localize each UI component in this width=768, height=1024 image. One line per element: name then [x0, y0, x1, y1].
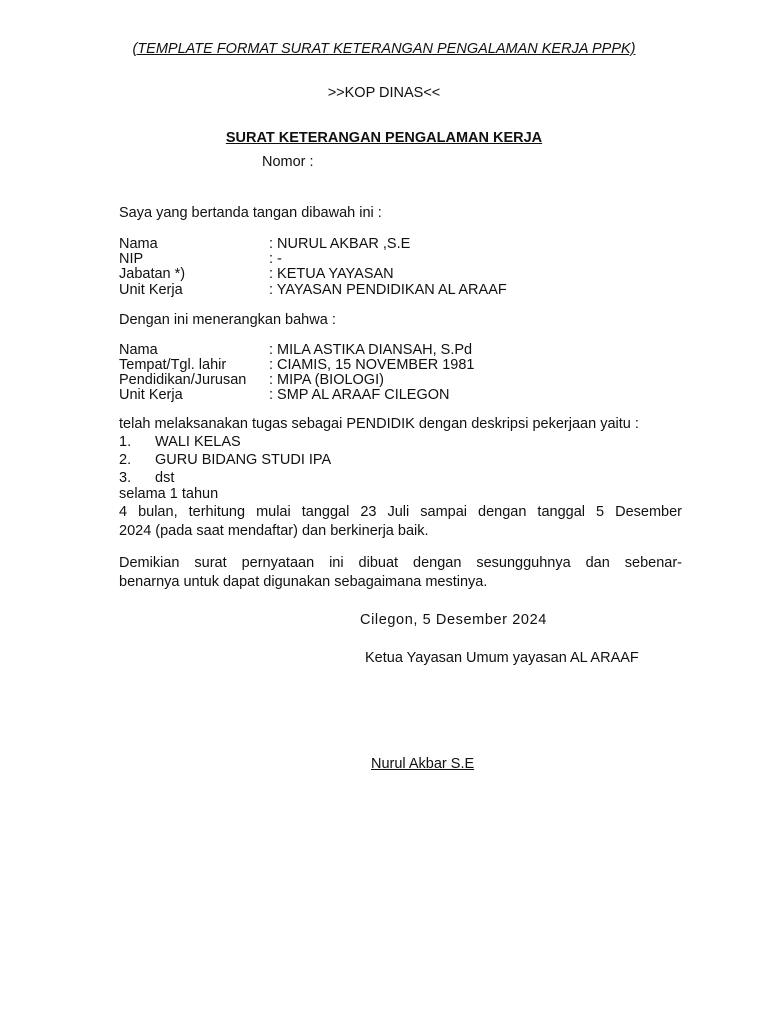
field-label: Nama — [119, 342, 158, 358]
letter-number: Nomor : — [262, 154, 314, 170]
intro-text: Saya yang bertanda tangan dibawah ini : — [119, 205, 382, 221]
field-value: : KETUA YAYASAN — [269, 266, 394, 282]
list-text: GURU BIDANG STUDI IPA — [155, 452, 332, 468]
list-number: 3. — [119, 470, 132, 486]
field-value: : CIAMIS, 15 NOVEMBER 1981 — [269, 357, 475, 373]
field-label: Unit Kerja — [119, 282, 183, 298]
letter-title: SURAT KETERANGAN PENGALAMAN KERJA — [225, 130, 543, 146]
field-value: : NURUL AKBAR ,S.E — [269, 236, 411, 252]
closing-paragraph — [119, 554, 682, 592]
field-value: : YAYASAN PENDIDIKAN AL ARAAF — [269, 282, 507, 298]
field-label: Nama — [119, 236, 158, 252]
list-number: 2. — [119, 452, 132, 468]
field-value: : MILA ASTIKA DIANSAH, S.Pd — [269, 342, 473, 358]
period-paragraph — [119, 503, 682, 541]
field-label: Tempat/Tgl. lahir — [119, 357, 227, 373]
period-line: 2024 (pada saat mendaftar) dan berkinerja baik. — [119, 523, 429, 539]
field-label: Jabatan *) — [119, 266, 186, 282]
duration-text: selama 1 tahun — [119, 486, 219, 502]
closing-line: benarnya untuk dapat digunakan sebagaimana mestinya. — [119, 574, 488, 590]
duties-intro: telah melaksanakan tugas sebagai PENDIDIK dengan deskripsi pekerjaan yaitu : — [119, 416, 639, 432]
field-value: : - — [269, 251, 282, 267]
signature-role: Ketua Yayasan Umum yayasan AL ARAAF — [365, 650, 639, 666]
field-value: : MIPA (BIOLOGI) — [269, 372, 384, 388]
list-number: 1. — [119, 434, 132, 450]
template-note: (TEMPLATE FORMAT SURAT KETERANGAN PENGALAMAN KERJA PPPK) — [132, 41, 636, 57]
period-line: 4 bulan, terhitung mulai tanggal 23 Juli sampai dengan tanggal 5 Desember — [119, 504, 682, 520]
kop-dinas: >>KOP DINAS<< — [327, 85, 441, 101]
statement-text: Dengan ini menerangkan bahwa : — [119, 312, 336, 328]
signature-place-date: Cilegon, 5 Desember 2024 — [360, 612, 547, 628]
field-label: NIP — [119, 251, 144, 267]
list-text: WALI KELAS — [155, 434, 241, 450]
field-value: : SMP AL ARAAF CILEGON — [269, 387, 450, 403]
signature-name: Nurul Akbar S.E — [371, 756, 475, 772]
list-text: dst — [155, 470, 175, 486]
field-label: Pendidikan/Jurusan — [119, 372, 247, 388]
field-label: Unit Kerja — [119, 387, 183, 403]
closing-line: Demikian surat pernyataan ini dibuat dengan sesungguhnya dan sebenar- — [119, 555, 682, 571]
